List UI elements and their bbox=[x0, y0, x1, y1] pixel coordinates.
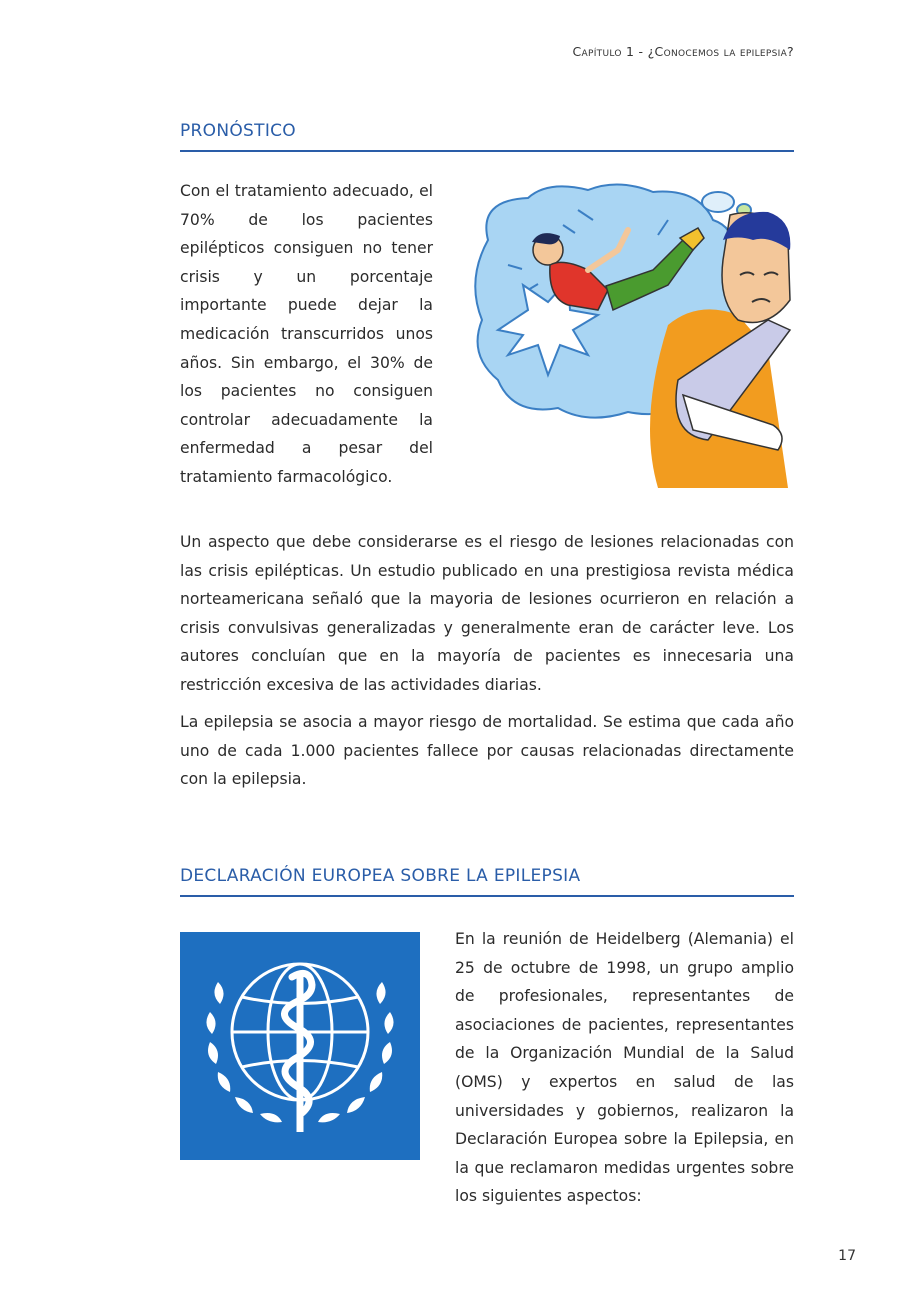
prognosis-intro-paragraph: Con el tratamiento adecuado, el 70% de los pacientes epilépticos consiguen no tener crisis y un porcentaje importante puede dejar la medicación transcurridos unos años. Sin embargo, el 30% de los pacientes no consiguen controlar adecuadamente la enfermedad a pesar del tratamiento farmacológico. bbox=[180, 182, 433, 486]
prognosis-paragraph-3: La epilepsia se asocia a mayor riesgo de mortalidad. Se estima que cada año uno de cada 1.000 pacientes fallece por causas relacionadas directamente con la epilepsia. bbox=[180, 713, 794, 789]
page-number: 17 bbox=[838, 1248, 856, 1264]
section-title-declaration: DECLARACIÓN EUROPEA SOBRE LA EPILEPSIA bbox=[180, 866, 794, 897]
prognosis-paragraph-2: Un aspecto que debe considerarse es el riesgo de lesiones relacionadas con las crisis epilépticas. Un estudio publicado en una prestigiosa revista médica norteamericana señaló que la mayoria de lesiones ocurrieron en relación a crisis convulsivas generalizadas y generalmente eran de carácter leve. Los autores concluían que en la mayoría de pacientes es innecesaria una restricción excesiva de las actividades diarias. bbox=[180, 533, 794, 694]
seizure-injury-illustration bbox=[468, 180, 796, 488]
running-head: Capítulo 1 - ¿Conocemos la epilepsia? bbox=[572, 44, 794, 59]
section-title-prognosis: PRONÓSTICO bbox=[180, 121, 794, 152]
who-emblem-logo bbox=[180, 932, 420, 1160]
declaration-paragraph: En la reunión de Heidelberg (Alemania) el 25 de octubre de 1998, un grupo amplio de profesionales, representantes de asociaciones de pacientes, representantes de la Organización Mundial de la Salud (OMS) y expertos en salud de las universidades y gobiernos, realizaron la Declaración Europea sobre la Epilepsia, en la que reclamaron medidas urgentes sobre los siguientes aspectos: bbox=[455, 930, 794, 1206]
